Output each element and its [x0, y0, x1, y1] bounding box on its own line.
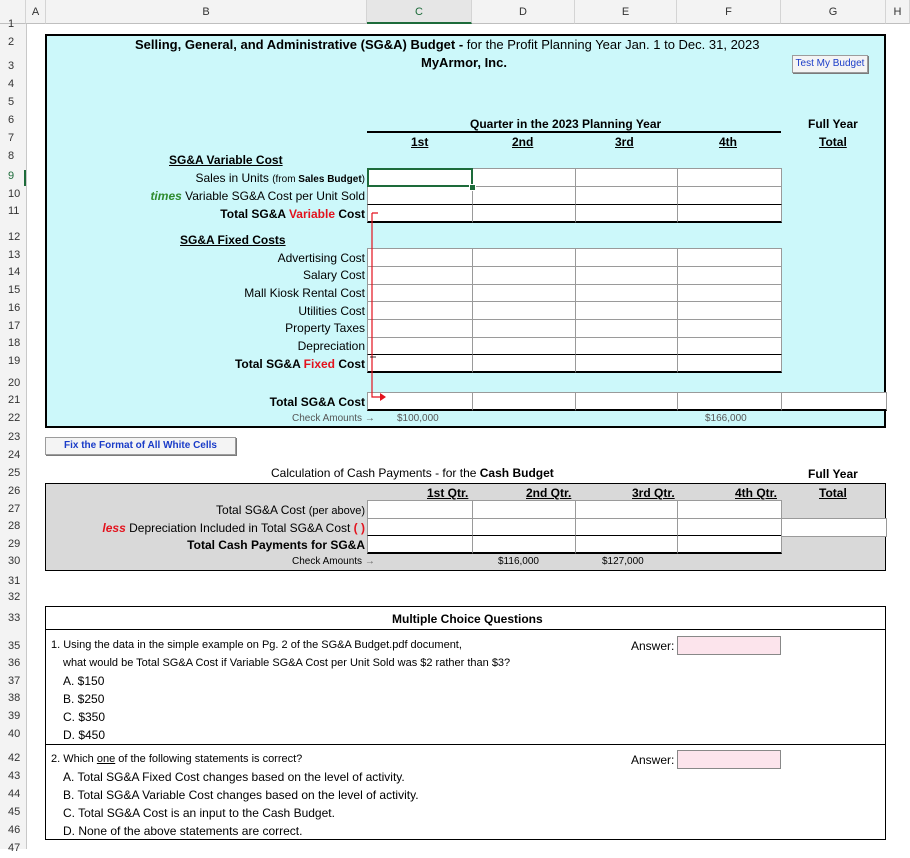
cell-advertising-cost-q4[interactable] [677, 248, 782, 267]
sales-units-label [195, 171, 365, 185]
row-header-15[interactable]: 15 [8, 284, 21, 296]
cell-advertising-cost-q3[interactable] [575, 248, 678, 267]
row-header-26[interactable]: 26 [8, 485, 21, 497]
row-header-22[interactable]: 22 [8, 412, 21, 424]
fill-handle[interactable] [469, 184, 476, 191]
less-label: less [102, 521, 126, 535]
q2-option-b: B. Total SG&A Variable Cost changes based on the level of activity. [63, 788, 419, 802]
sales-units-from: (from [272, 174, 299, 185]
quarter-title-rule [367, 131, 781, 133]
row-header-23[interactable]: 23 [8, 431, 21, 443]
cell-cash-total-payments-q2[interactable] [472, 535, 576, 554]
q2-underlined: one [96, 753, 116, 765]
q1-option-d: D. $450 [63, 728, 106, 742]
cell-total-sga-cost-full-year[interactable] [781, 392, 887, 411]
full-year-total-label: Total [819, 135, 847, 149]
cash-check-amount-q2: $116,000 [498, 556, 539, 567]
fix-format-button[interactable]: Fix the Format of All White Cells [45, 437, 236, 455]
cash-qtr-2nd: 2nd Qtr. [526, 486, 572, 500]
row-header-5[interactable]: 5 [8, 96, 15, 108]
total-variable-red: Variable [288, 207, 335, 221]
cell-salary-cost-q3[interactable] [575, 266, 678, 285]
cash-panel-top-rule [45, 483, 886, 484]
row-header-7[interactable]: 7 [8, 132, 15, 144]
row-header-8[interactable]: 8 [8, 150, 15, 162]
arrow-right-icon: → [364, 413, 375, 424]
fixed-item-kiosk-rental: Mall Kiosk Rental Cost [244, 286, 365, 300]
row-header-18[interactable]: 18 [8, 337, 21, 349]
cell-salary-cost-q2[interactable] [472, 266, 576, 285]
row-header-14[interactable]: 14 [8, 266, 21, 278]
total-fixed-cost-label [235, 357, 365, 371]
sales-units-close: ) [361, 174, 365, 185]
check-amount-q4: $166,000 [705, 413, 747, 424]
q1-line1: 1. Using the data in the simple example on Pg. 2 of the SG&A Budget.pdf document, [51, 639, 462, 651]
cell-property-taxes-q2[interactable] [472, 319, 576, 338]
cell-var-cost-per-unit-q4[interactable] [677, 186, 782, 205]
q1-line2: what would be Total SG&A Cost if Variable SG&A Cost per Unit Sold was $2 rather than $3? [63, 657, 511, 669]
q1-option-b: B. $250 [63, 692, 105, 706]
row-header-6[interactable]: 6 [8, 114, 15, 126]
cash-row-total-sga-label [216, 503, 365, 517]
cash-check-amounts-text: Check Amounts [292, 556, 363, 567]
row-header-36[interactable]: 36 [8, 657, 21, 669]
cash-full-year-label: Full Year [808, 467, 858, 481]
check-amounts-text: Check Amounts [292, 413, 363, 424]
column-header-b[interactable]: B [46, 0, 367, 24]
cash-qtr-1st: 1st Qtr. [427, 486, 469, 500]
row-header-17[interactable]: 17 [8, 320, 21, 332]
column-header-c[interactable]: C [367, 0, 472, 24]
cell-cash-total-sga-q1[interactable] [367, 500, 473, 519]
total-variable-suffix: Cost [335, 207, 365, 221]
fixed-costs-heading: SG&A Fixed Costs [180, 233, 286, 247]
budget-title-bold: Selling, General, and Administrative (SG&A) Budget - [135, 37, 467, 52]
fixed-item-utilities: Utilities Cost [298, 304, 365, 318]
company-name: MyArmor, Inc. [421, 55, 507, 70]
column-header-d[interactable]: D [472, 0, 575, 24]
cell-advertising-cost-q2[interactable] [472, 248, 576, 267]
column-header-g[interactable]: G [781, 0, 886, 24]
row-header-13[interactable]: 13 [8, 249, 21, 261]
cell-total-sga-cost-q2[interactable] [472, 392, 576, 411]
q2-option-d: D. None of the above statements are correct. [63, 824, 303, 838]
cell-total-variable-cost-q3[interactable] [575, 204, 678, 223]
cell-total-fixed-cost-q3[interactable] [575, 354, 678, 373]
var-cost-per-unit-text: Variable SG&A Cost per Unit Sold [181, 189, 365, 203]
cell-var-cost-per-unit-q3[interactable] [575, 186, 678, 205]
cell-sales-units-q2[interactable] [472, 168, 576, 187]
q1-answer-input[interactable] [677, 636, 781, 655]
row-header-38[interactable]: 38 [8, 692, 21, 704]
cell-total-variable-cost-q4[interactable] [677, 204, 782, 223]
row-header-3[interactable]: 3 [8, 60, 15, 72]
times-label: times [150, 189, 182, 203]
cell-var-cost-per-unit-q1[interactable] [367, 186, 473, 205]
total-sga-cost-label: Total SG&A Cost [269, 395, 365, 409]
row-header-10[interactable]: 10 [8, 188, 21, 200]
total-variable-prefix: Total SG&A [220, 207, 289, 221]
quarter-label-2nd: 2nd [512, 135, 534, 149]
cell-salary-cost-q4[interactable] [677, 266, 782, 285]
cash-check-amounts-label [292, 556, 375, 567]
sales-budget-ref: Sales Budget [298, 174, 362, 185]
mcq-title: Multiple Choice Questions [392, 612, 543, 626]
full-year-label: Full Year [808, 117, 858, 131]
q2-answer-label: Answer: [631, 753, 675, 767]
q2-question [51, 753, 302, 765]
cash-title-bold: Cash Budget [479, 466, 554, 480]
cell-total-variable-cost-q2[interactable] [472, 204, 576, 223]
row-header-11[interactable]: 11 [8, 205, 20, 217]
row-header-12[interactable]: 12 [8, 231, 21, 243]
cell-total-sga-cost-q3[interactable] [575, 392, 678, 411]
q1-answer-label: Answer: [631, 639, 675, 653]
cell-cash-total-payments-q4[interactable] [677, 535, 782, 554]
row-header-47[interactable]: 47 [8, 842, 21, 854]
row-header-46[interactable]: 46 [8, 824, 21, 836]
mcq-question-divider [45, 744, 886, 745]
row-header-30[interactable]: 30 [8, 555, 21, 567]
cell-sales-units-q4[interactable] [677, 168, 782, 187]
row-header-2[interactable]: 2 [8, 36, 15, 48]
cell-utilities-cost-q2[interactable] [472, 301, 576, 320]
row-header-43[interactable]: 43 [8, 770, 21, 782]
cell-property-taxes-q4[interactable] [677, 319, 782, 338]
fixed-item-property-taxes: Property Taxes [285, 321, 365, 335]
cell-utilities-cost-q4[interactable] [677, 301, 782, 320]
cell-total-fixed-cost-q4[interactable] [677, 354, 782, 373]
total-fixed-prefix: Total SG&A [234, 357, 304, 371]
cash-row2-text: Depreciation Included in Total SG&A Cost [125, 521, 354, 535]
fixed-item-salary: Salary Cost [302, 268, 365, 282]
cash-check-amount-q3: $127,000 [602, 556, 644, 567]
quarter-label-4th: 4th [719, 135, 737, 149]
test-my-budget-button[interactable]: Test My Budget [792, 55, 868, 73]
cell-cash-less-depreciation-full-year[interactable] [781, 518, 887, 537]
row-header-19[interactable]: 19 [8, 355, 21, 367]
row-header-28[interactable]: 28 [8, 520, 21, 532]
cash-qtr-4th: 4th Qtr. [735, 486, 778, 500]
check-amount-q1: $100,000 [397, 413, 439, 424]
cash-row1-prefix: Total SG&A Cost [216, 503, 309, 517]
quarter-label-1st: 1st [411, 135, 429, 149]
quarter-title: Quarter in the 2023 Planning Year [470, 117, 662, 131]
row-header-1[interactable]: 1 [8, 18, 15, 30]
row-header-40[interactable]: 40 [8, 728, 21, 740]
column-header-f[interactable]: F [677, 0, 781, 24]
cash-row2-paren: ( ) [353, 521, 365, 535]
sales-units-prefix: Sales in Units [195, 171, 273, 185]
arrow-right-icon: → [364, 556, 375, 567]
q2-option-c: C. Total SG&A Cost is an input to the Cash Budget. [63, 806, 335, 820]
q1-option-c: C. $350 [63, 710, 106, 724]
cell-property-taxes-q3[interactable] [575, 319, 678, 338]
cell-total-sga-cost-q4[interactable] [677, 392, 782, 411]
trace-precedents-arrows [360, 205, 390, 405]
cell-cash-total-payments-q3[interactable] [575, 535, 678, 554]
variable-cost-per-unit-label [150, 189, 365, 203]
row-header-16[interactable]: 16 [8, 302, 21, 314]
row-header-35[interactable]: 35 [8, 640, 21, 652]
row-header-44[interactable]: 44 [8, 788, 21, 800]
row-header-33[interactable]: 33 [8, 612, 21, 624]
check-amounts-label [292, 413, 375, 424]
q2-prefix: 2. Which [51, 753, 97, 765]
cash-row-less-depreciation-label [102, 521, 365, 535]
fixed-item-advertising: Advertising Cost [277, 251, 365, 265]
row-header-24[interactable]: 24 [8, 449, 21, 461]
row-header-39[interactable]: 39 [8, 710, 21, 722]
row-header-42[interactable]: 42 [8, 752, 21, 764]
total-variable-cost-label [220, 207, 365, 221]
row-header-21[interactable]: 21 [8, 394, 21, 406]
column-header-e[interactable]: E [575, 0, 677, 24]
row-header-25[interactable]: 25 [8, 467, 21, 479]
row-header-45[interactable]: 45 [8, 806, 21, 818]
row-header-20[interactable]: 20 [8, 377, 21, 389]
cash-full-year-total: Total [819, 486, 847, 500]
total-fixed-suffix: Cost [335, 357, 365, 371]
cash-row-total-payments-label: Total Cash Payments for SG&A [187, 538, 365, 552]
cell-total-fixed-cost-q2[interactable] [472, 354, 576, 373]
cell-cash-total-sga-q2[interactable] [472, 500, 576, 519]
row-header-9[interactable]: 9 [0, 170, 26, 186]
total-fixed-red: Fixed [303, 357, 335, 371]
cell-utilities-cost-q3[interactable] [575, 301, 678, 320]
q2-option-a: A. Total SG&A Fixed Cost changes based on the level of activity. [63, 770, 405, 784]
fixed-item-depreciation: Depreciation [297, 339, 365, 353]
cell-sales-units-q3[interactable] [575, 168, 678, 187]
column-header-a[interactable]: A [26, 0, 46, 24]
cash-title [271, 466, 554, 480]
cash-title-prefix: Calculation of Cash Payments - for the [271, 466, 480, 480]
cash-row1-suffix: (per above) [308, 505, 365, 517]
row-header-4[interactable]: 4 [8, 78, 15, 90]
cell-var-cost-per-unit-q2[interactable] [472, 186, 576, 205]
row-header-31[interactable]: 31 [8, 575, 21, 587]
row-header-29[interactable]: 29 [8, 538, 21, 550]
q2-suffix: of the following statements is correct? [115, 753, 303, 765]
row-header-27[interactable]: 27 [8, 503, 21, 515]
row-header-32[interactable]: 32 [8, 591, 21, 603]
mcq-title-divider [45, 629, 886, 630]
quarter-label-3rd: 3rd [615, 135, 634, 149]
cash-qtr-3rd: 3rd Qtr. [632, 486, 675, 500]
selected-cell-c9[interactable] [367, 168, 473, 187]
budget-title [135, 37, 760, 52]
cell-cash-total-payments-q1[interactable] [367, 535, 473, 554]
budget-title-period: for the Profit Planning Year Jan. 1 to Dec. 31, 2023 [466, 37, 760, 52]
variable-cost-heading: SG&A Variable Cost [169, 153, 283, 167]
cell-cash-total-sga-q3[interactable] [575, 500, 678, 519]
q2-answer-input[interactable] [677, 750, 781, 769]
cell-cash-total-sga-q4[interactable] [677, 500, 782, 519]
q1-option-a: A. $150 [63, 674, 105, 688]
row-header-37[interactable]: 37 [8, 675, 21, 687]
column-header-h[interactable]: H [886, 0, 910, 24]
